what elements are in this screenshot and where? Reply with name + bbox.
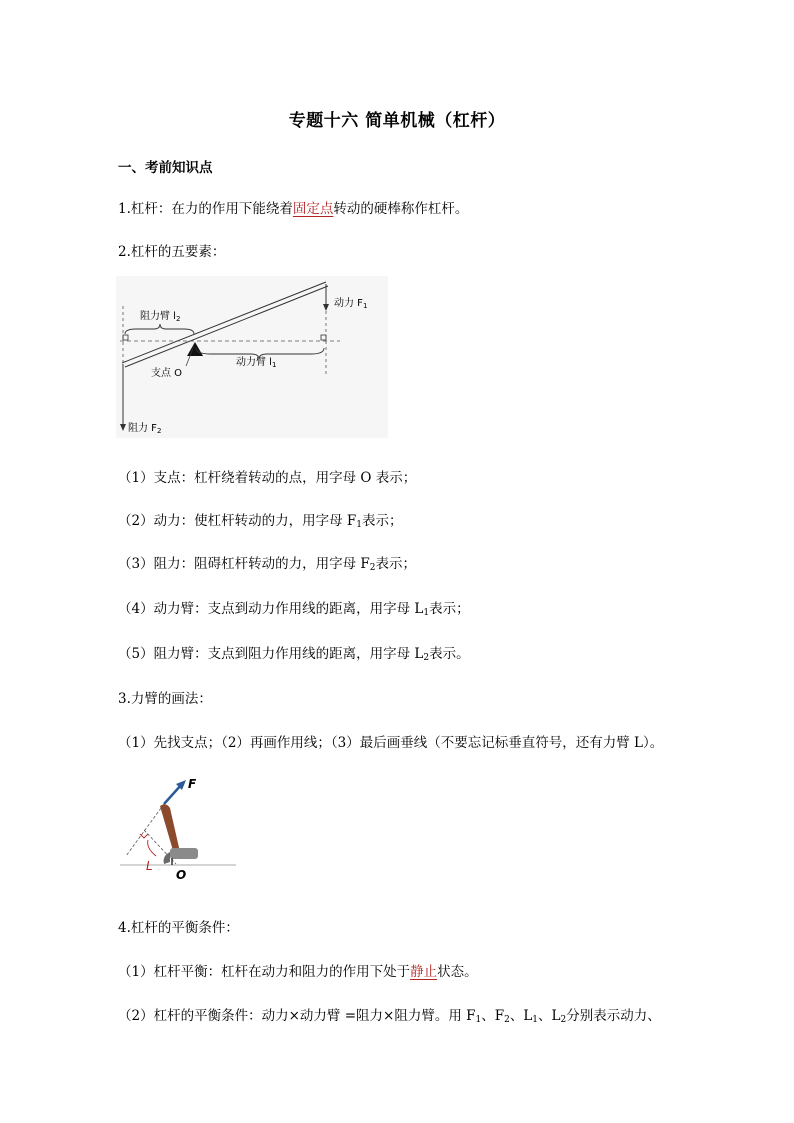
text: 1.杠杆：在力的作用下能绕着 <box>118 201 293 217</box>
text: （1）杠杆平衡：杠杆在动力和阻力的作用下处于 <box>118 964 411 980</box>
paragraph-five-elements: 2.杠杆的五要素： <box>118 244 226 260</box>
text: 状态。 <box>437 964 478 980</box>
right-angle-mark <box>140 834 148 838</box>
fulcrum-label: O <box>176 868 187 882</box>
hammer-head <box>170 848 198 859</box>
list-item: （3）阻力：阻碍杠杆转动的力，用字母 $F_2$表示； <box>118 556 416 573</box>
paragraph-balance-state <box>118 960 478 980</box>
resistance-force-label: 阻力 $F_2$ <box>128 423 162 435</box>
hammer-lever-diagram <box>118 772 240 884</box>
hammer-handle <box>160 804 180 854</box>
paragraph-arm-steps: （1）先找支点；（2）再画作用线；（3）最后画垂线（不要忘记标垂直符号，还有力臂 L）。 <box>118 735 664 751</box>
list-item: （4）动力臂：支点到动力作用线的距离，用字母 $L_1$表示； <box>118 601 470 618</box>
force-label: F <box>188 777 197 791</box>
fulcrum-label: 支点 O <box>151 368 183 379</box>
key-term: 静止 <box>410 964 438 980</box>
line-of-action <box>126 804 164 856</box>
paragraph-balance-formula: （2）杠杆的平衡条件：动力×动力臂 =阻力×阻力臂。用 $F_1$、$F_2$、$L_1$、$L_2$分别表示动力、 <box>118 1008 661 1025</box>
list-item: （1）支点：杠杆绕着转动的点，用字母 O 表示； <box>118 470 417 486</box>
text: 转动的硬棒称作杠杆。 <box>333 201 469 217</box>
list-item: （5）阻力臂：支点到阻力作用线的距离，用字母 $L_2$表示。 <box>118 646 470 663</box>
paragraph-balance-condition: 4.杠杆的平衡条件： <box>118 920 239 936</box>
lever-diagram <box>116 276 388 438</box>
arm-label: L <box>146 859 153 873</box>
paragraph-lever-definition <box>118 197 468 217</box>
page-title: 专题十六 简单机械（杠杆） <box>288 111 506 131</box>
arm-brace <box>148 840 156 856</box>
paragraph-arm-drawing: 3.力臂的画法： <box>118 691 212 707</box>
resistance-arm-label: 阻力臂 $l_2$ <box>140 311 181 323</box>
section-heading: 一、考前知识点 <box>118 160 213 176</box>
list-item: （2）动力：使杠杆转动的力，用字母 $F_1$表示； <box>118 513 403 530</box>
key-term: 固定点 <box>292 201 334 217</box>
effort-force-label: 动力 $F_1$ <box>334 298 368 310</box>
effort-arm-label: 动力臂 $l_1$ <box>236 357 277 369</box>
